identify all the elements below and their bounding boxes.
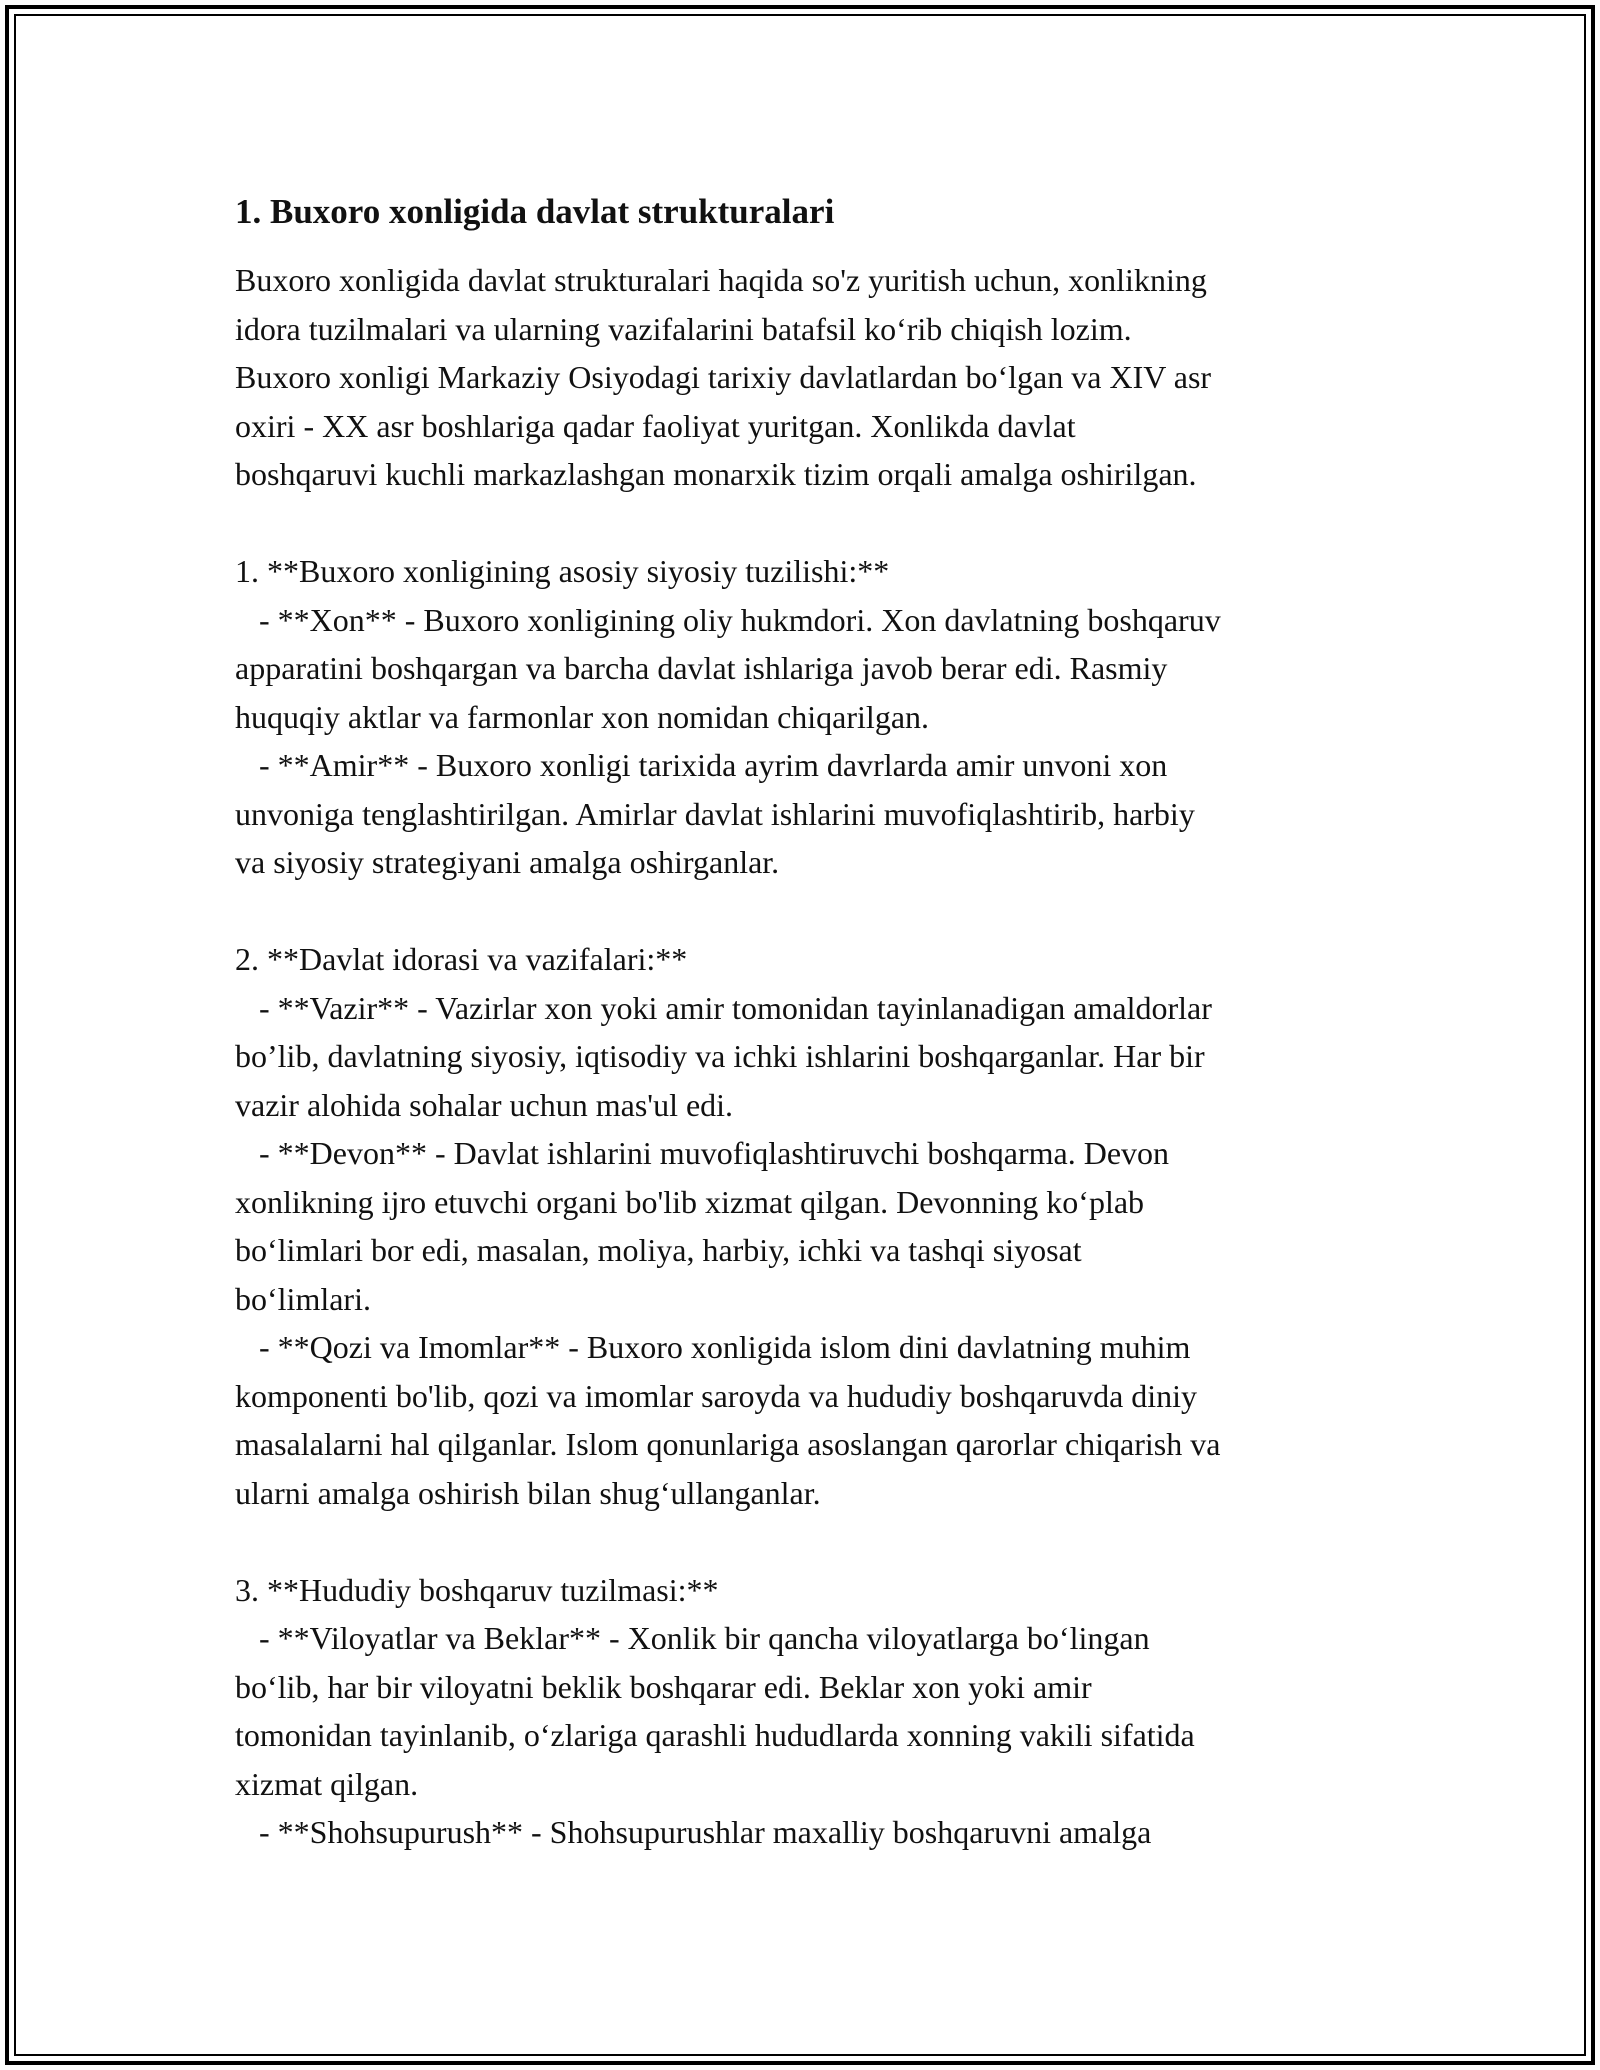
document-title: 1. Buxoro xonligida davlat strukturalari bbox=[235, 192, 835, 231]
document-body bbox=[235, 188, 1395, 1857]
document-text: Buxoro xonligida davlat strukturalari haqida so'z yuritish uchun, xonlikning idora tuzilmalari va ularning vazifalarini batafsil ko‘rib chiqish lozim. Buxoro xonligi Markaziy Osiyodagi tarixiy davlatlardan bo‘lgan va XIV asr oxiri - XX asr boshlariga qadar faoliyat yuritgan. Xonlikda davlat boshqaruvi kuchli markazlashgan monarxik tizim orqali amalga oshirilgan. 1. **Buxoro xonligining asosiy siyosiy tuzilishi:** - **Xon** - Buxoro xonligining oliy hukmdori. Xon davlatning boshqaruv apparatini boshqargan va barcha davlat ishlariga javob berar edi. Rasmiy huquqiy aktlar va farmonlar xon nomidan chiqarilgan. - **Amir** - Buxoro xonligi tarixida ayrim davrlarda amir unvoni xon unvoniga tenglashtirilgan. Amirlar davlat ishlarini muvofiqlashtirib, harbiy va siyosiy strategiyani amalga oshirganlar. 2. **Davlat idorasi va vazifalari:** - **Vazir** - Vazirlar xon yoki amir tomonidan tayinlanadigan amaldorlar bo’lib, davlatning siyosiy, iqtisodiy va ichki ishlarini boshqarganlar. Har bir vazir alohida sohalar uchun mas'ul edi. - **Devon** - Davlat ishlarini muvofiqlashtiruvchi boshqarma. Devon xonlikning ijro etuvchi organi bo'lib xizmat qilgan. Devonning ko‘plab bo‘limlari bor edi, masalan, moliya, harbiy, ichki va tashqi siyosat bo‘limlari. - **Qozi va Imomlar** - Buxoro xonligida islom dini davlatning muhim komponenti bo'lib, qozi va imomlar saroyda va hududiy boshqaruvda diniy masalalarni hal qilganlar. Islom qonunlariga asoslangan qarorlar chiqarish va ularni amalga oshirish bilan shug‘ullanganlar. 3. **Hududiy boshqaruv tuzilmasi:** - **Viloyatlar va Beklar** - Xonlik bir qancha viloyatlarga bo‘lingan bo‘lib, har bir viloyatni beklik boshqarar edi. Beklar xon yoki amir tomonidan tayinlanib, o‘zlariga qarashli hududlarda xonning vakili sifatida xizmat qilgan. - **Shohsupurush** - Shohsupurushlar maxalliy boshqaruvni amalga bbox=[235, 262, 1221, 1850]
